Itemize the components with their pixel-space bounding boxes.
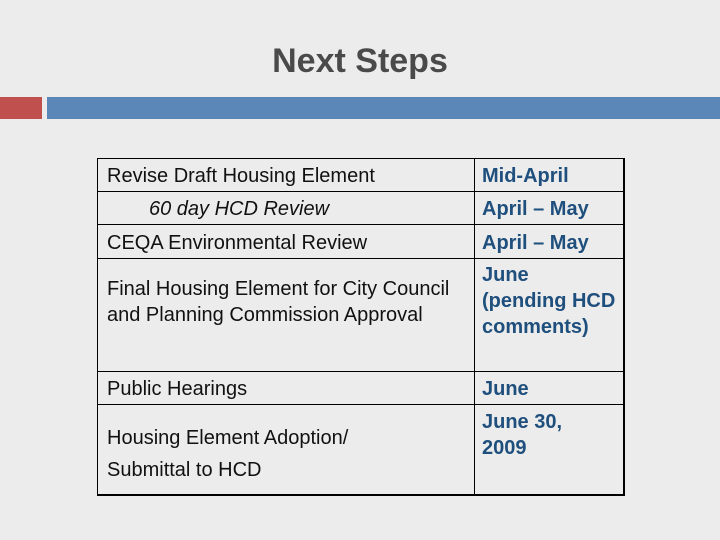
accent-bar-blue: [47, 97, 720, 119]
task-cell: Revise Draft Housing Element: [107, 165, 375, 187]
table-row: [98, 159, 623, 192]
date-cell: Mid-April: [482, 165, 569, 187]
task-cell: Final Housing Element for City Council and Planning Commission Approval: [107, 278, 450, 326]
table-row: [98, 405, 623, 497]
date-cell: June (pending HCD comments): [482, 264, 616, 338]
date-cell: June 30, 2009: [482, 411, 563, 459]
accent-bar-red: [0, 97, 42, 119]
date-cell: April – May: [482, 232, 589, 254]
table-row: [98, 225, 623, 259]
slide-title: Next Steps: [272, 42, 448, 80]
table-row: [98, 259, 623, 372]
task-cell: Public Hearings: [107, 378, 248, 400]
table-row: [98, 372, 623, 405]
task-cell: CEQA Environmental Review: [107, 232, 368, 254]
date-cell: June: [482, 378, 529, 400]
date-cell: April – May: [482, 198, 589, 220]
task-cell: 60 day HCD Review: [149, 198, 330, 220]
task-cell: Housing Element Adoption/ Submittal to HCD: [107, 427, 349, 481]
schedule-table: [97, 158, 625, 496]
table-row: [98, 192, 623, 225]
